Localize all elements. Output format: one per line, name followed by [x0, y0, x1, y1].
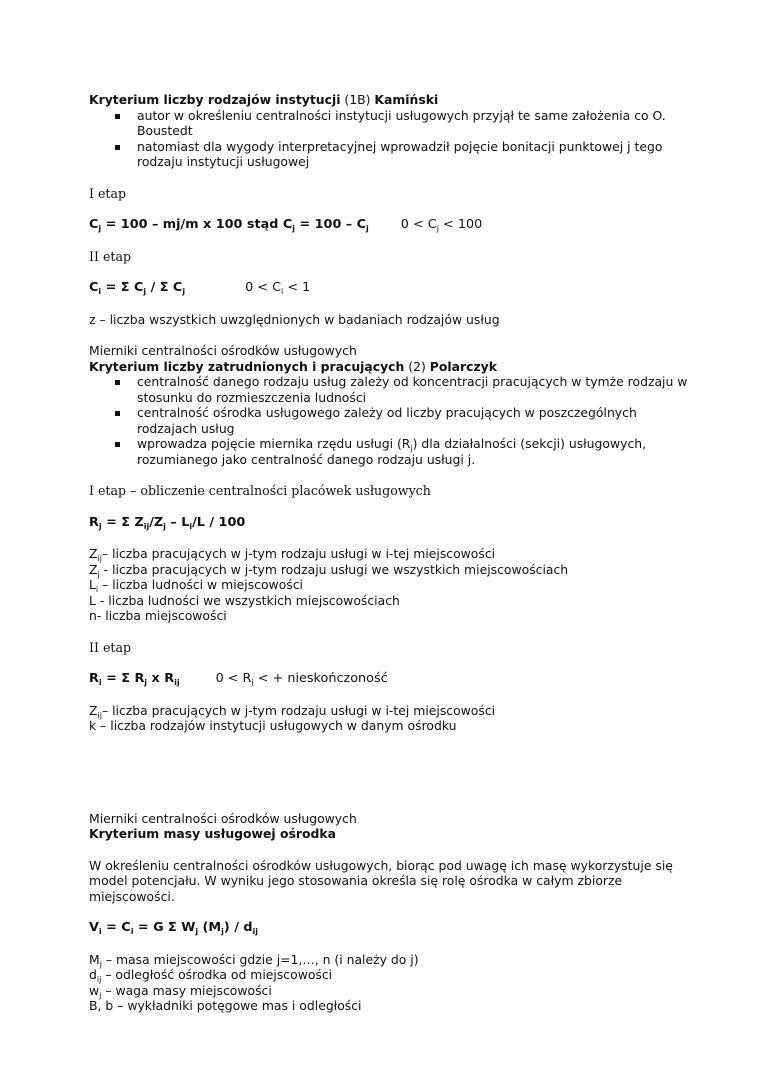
paragraph: W określeniu centralności ośrodków usługowych, biorąc pod uwagę ich masę wykorzystuje się model potencjału. W wyniku jego stosowania określa się rolę ośrodka w całym zbiorze miejscowości.: [89, 857, 673, 904]
definition: $Z_{ij}-$ liczba pracujących w j-tym rodzaju usługi w i-tej miejscowości: [89, 702, 496, 720]
definition: $Z_j$ - liczba pracujących w j-tym rodzaju usługi we wszystkich miejscowościach: [89, 561, 569, 579]
formula-cj: $C_j = 100 - mj/m$ x 100 stąd $C_j = 100 - C_j$ $0 < C_j < 100$: [89, 217, 483, 233]
square-bullet-icon: [115, 145, 120, 150]
definition: L - liczba ludności we wszystkich miejscowościach: [89, 592, 400, 608]
square-bullet-icon: [115, 442, 120, 447]
list-item: centralność danego rodzaju usług zależy od koncentracji pracujących w tymże rodzaju w stosunku do rozmieszczenia ludności: [115, 374, 697, 405]
title-code: (1B): [340, 92, 375, 107]
stage-label: I etap – obliczenie centralności placówek usługowych: [89, 483, 431, 498]
section-title-kaminski: [89, 92, 689, 108]
definition: $d_{ij}$ – odległość ośrodka od miejscowości: [89, 967, 333, 984]
bullet-list-polarczyk: [89, 374, 689, 467]
definition: n- liczba miejscowości: [89, 608, 227, 623]
document-page: [89, 92, 689, 1014]
stage-label: II etap: [89, 639, 132, 655]
list-item: natomiast dla wygody interpretacyjnej wprowadził pojęcie bonitacji punktowej j tego rodzaju instytucji usługowej: [115, 139, 697, 170]
square-bullet-icon: [115, 114, 120, 119]
title-author: Kamiński: [374, 92, 439, 107]
bullet-list-kaminski: [89, 108, 689, 170]
definition: $Z_{ij}-$ liczba pracujących w j-tym rodzaju usługi w i-tej miejscowości: [89, 546, 496, 563]
list-item: wprowadza pojęcie miernika rzędu usługi $(R_j)$ dla działalności (sekcji) usługowych, rozumianego jako centralność danego rodzaju usługi j.: [115, 436, 697, 467]
definitions-list: [89, 952, 689, 1014]
definition: $M_j$ – masa miejscowości gdzie j=1,…, n (i należy do j): [89, 951, 419, 969]
stage-label: I etap: [89, 185, 127, 201]
list-item: centralność ośrodka usługowego zależy od liczby pracujących w poszczególnych rodzajach usług: [115, 405, 697, 436]
formula-vi: $V_i = C_i = G$ Σ $W_j$ $(M_j) / d_{ij}$: [89, 920, 258, 936]
section-title-mass: Kryterium masy usługowej ośrodka: [89, 826, 336, 841]
title-text: Kryterium liczby rodzajów instytucji: [89, 92, 341, 107]
section-heading: Mierniki centralności ośrodków usługowych: [89, 810, 357, 826]
definitions-list: [89, 703, 689, 734]
definition: B, b – wykładniki potęgowe mas i odległości: [89, 998, 362, 1013]
square-bullet-icon: [115, 380, 120, 385]
formula-ri: $R_i = \Sigma$ $R_j$ x $R_{ij}$ $0 < R_j$ < + nieskończoność: [89, 671, 388, 687]
definition: k – liczba rodzajów instytucji usługowych w danym ośrodku: [89, 718, 457, 733]
definition: $w_j$ – waga masy miejscowości: [89, 982, 272, 1000]
list-item: autor w określeniu centralności instytucji usługowych przyjął te same założenia co O. Boustedt: [115, 108, 697, 139]
definitions-list: [89, 546, 689, 624]
definition: $L_i$ – liczba ludności w miejscowości: [89, 577, 303, 594]
section-heading: Mierniki centralności ośrodków usługowych: [89, 343, 357, 358]
z-definition: z – liczba wszystkich uwzględnionych w badaniach rodzajów usług: [89, 311, 500, 327]
formula-ci: $C_i = \Sigma$ $C_j$ / Σ $C_j$ $0 < C_i < 1$: [89, 280, 311, 296]
stage-label: II etap: [89, 248, 132, 264]
formula-rj: $R_j = \Sigma$ $Z_{ij}/Z_j - L_i/L / 100$: [89, 514, 246, 531]
square-bullet-icon: [115, 411, 120, 416]
section-title-polarczyk: Kryterium liczby zatrudnionych i pracujących (2) Polarczyk: [89, 358, 497, 374]
